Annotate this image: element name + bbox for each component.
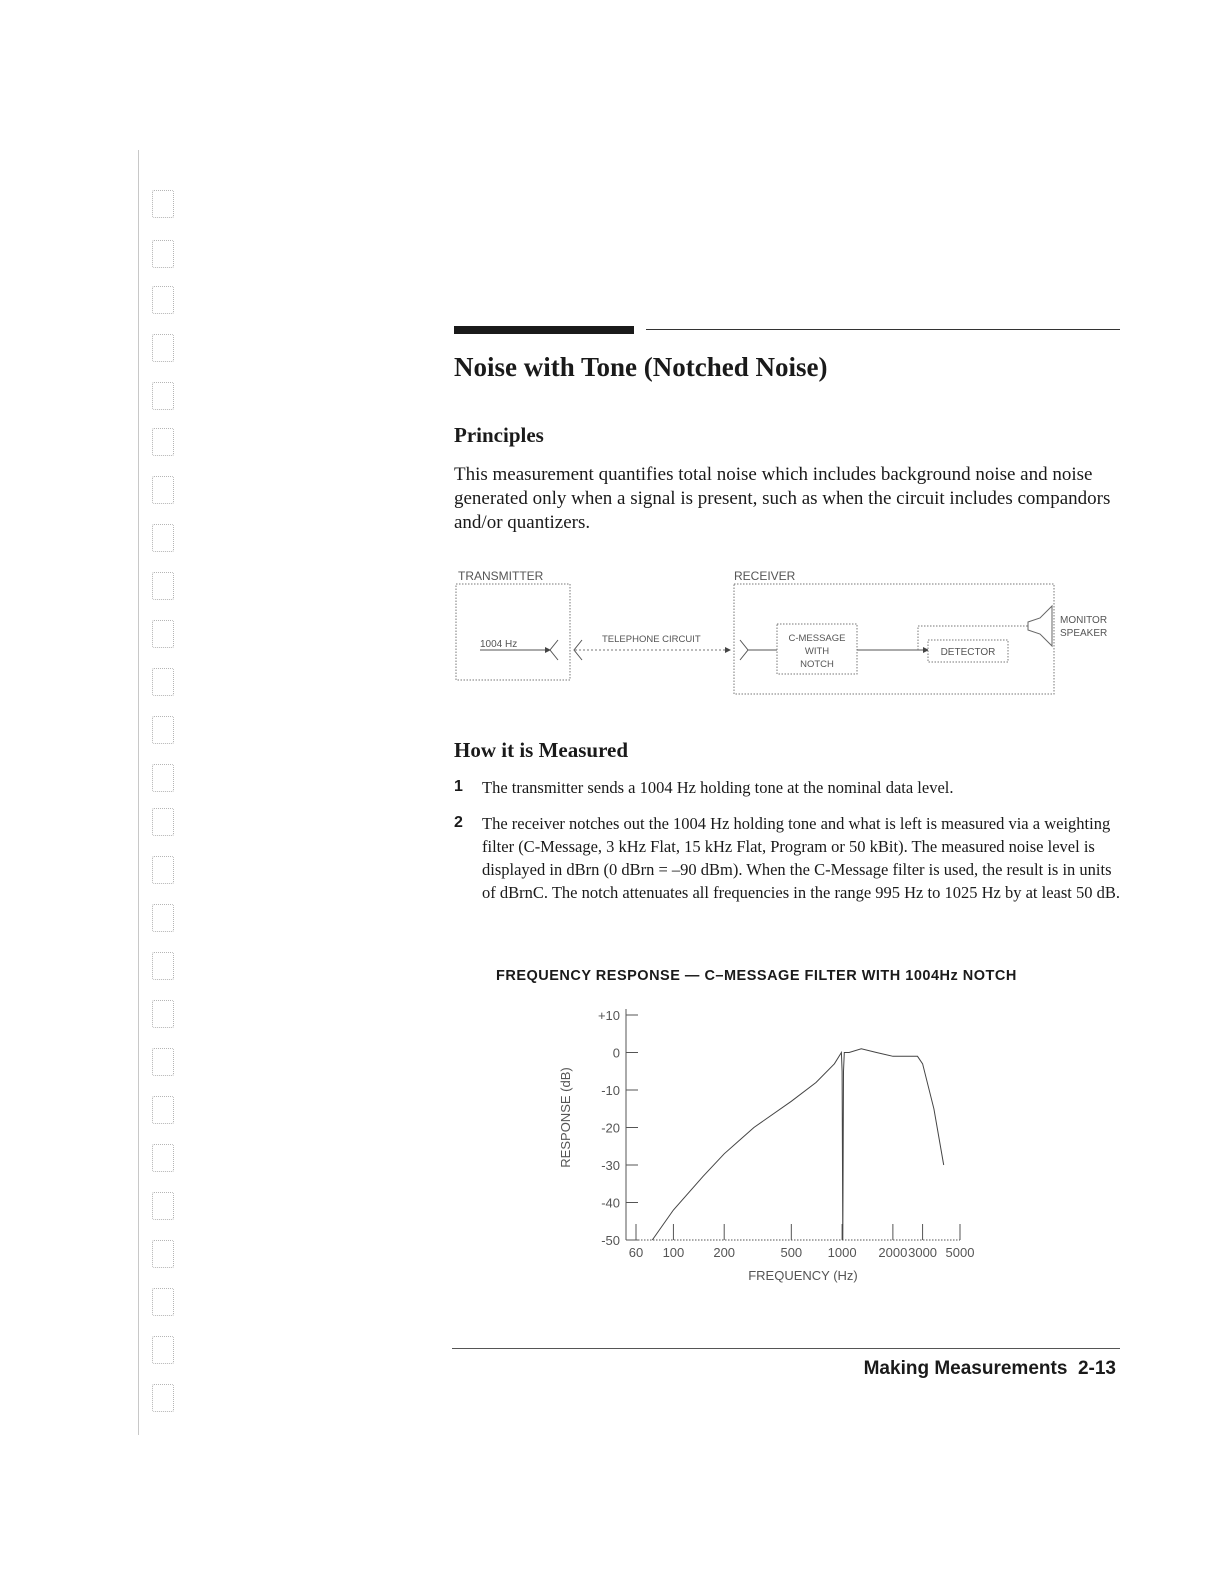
tx-output-connector <box>550 640 558 660</box>
transmitter-box <box>456 584 570 680</box>
detector-label: DETECTOR <box>940 647 996 658</box>
circuit-right-connector <box>740 640 748 660</box>
binder-hole <box>152 716 174 744</box>
binder-hole <box>152 190 174 218</box>
binder-hole <box>152 1336 174 1364</box>
x-tick-label: 500 <box>780 1245 803 1260</box>
y-axis-label: RESPONSE (dB) <box>558 1067 573 1168</box>
page-footer <box>864 1358 1116 1380</box>
binder-hole <box>152 286 174 314</box>
binder-hole <box>152 1384 174 1412</box>
x-tick-label: 100 <box>662 1245 685 1260</box>
binder-hole <box>152 620 174 648</box>
step-2-text: The receiver notches out the 1004 Hz holding tone and what is left is measured via a weighting filter (C-Message, 3 kHz Flat, 15 kHz Flat, Program or 50 kBit). The measured noise level is displayed in dBrn (0 dBrn = –90 dBm). When the C-Message filter is used, the result is in units of dBrnC. The notch attenuates all frequencies in the range 995 Hz to 1025 Hz by at least 50 dB. <box>482 814 1120 902</box>
step-1-number: 1 <box>454 778 463 795</box>
binder-hole <box>152 1048 174 1076</box>
tone-label: 1004 Hz <box>480 639 518 650</box>
principles-heading: Principles <box>454 423 544 447</box>
filter-label-2: WITH <box>804 646 830 657</box>
footer-rule <box>452 1348 1120 1349</box>
binder-hole <box>152 572 174 600</box>
binder-hole <box>152 1144 174 1172</box>
footer-chapter: Making Measurements <box>863 1358 1068 1379</box>
binder-hole <box>152 668 174 696</box>
page-title: Noise with Tone (Notched Noise) <box>454 352 828 382</box>
y-tick-label: -40 <box>601 1195 620 1211</box>
x-tick-label: 60 <box>628 1245 644 1260</box>
binder-hole <box>152 1000 174 1028</box>
binder-hole <box>152 240 174 268</box>
receiver-label: RECEIVER <box>734 569 796 583</box>
binder-hole <box>152 524 174 552</box>
y-tick-label: -30 <box>601 1158 620 1173</box>
binder-hole <box>152 1192 174 1220</box>
binder-hole <box>152 856 174 884</box>
speaker-label-2: SPEAKER <box>1060 628 1108 639</box>
x-axis-label: FREQUENCY (Hz) <box>748 1268 858 1283</box>
binder-hole <box>152 476 174 504</box>
x-tick-label: 5000 <box>945 1245 975 1260</box>
y-tick-label: -50 <box>601 1233 620 1248</box>
binder-hole <box>152 1288 174 1316</box>
x-tick-label: 1000 <box>827 1245 857 1260</box>
x-tick-label: 200 <box>713 1245 736 1260</box>
binder-margin-line <box>138 150 139 1435</box>
x-tick-label: 2000 <box>878 1245 908 1260</box>
binder-hole <box>152 904 174 932</box>
block-diagram <box>450 560 1130 710</box>
frequency-response-chart <box>540 995 1000 1295</box>
y-tick-label: +10 <box>597 1008 620 1023</box>
y-tick-label: -10 <box>601 1083 620 1098</box>
principles-text: This measurement quantifies total noise which includes background noise and noise generated only when a signal is present, such as when the circuit includes compandors and/or quantizers. <box>454 464 1111 533</box>
filter-label-1: C-MESSAGE <box>788 633 846 644</box>
x-tick-label: 3000 <box>908 1245 938 1260</box>
step-1-text: The transmitter sends a 1004 Hz holding tone at the nominal data level. <box>482 778 954 797</box>
circuit-label: TELEPHONE CIRCUIT <box>602 634 701 645</box>
section-rule-thin <box>646 329 1120 330</box>
transmitter-label: TRANSMITTER <box>458 569 544 583</box>
binder-hole <box>152 382 174 410</box>
binder-hole <box>152 808 174 836</box>
footer-page-number: 2-13 <box>1077 1358 1116 1379</box>
speaker-icon <box>1028 606 1052 646</box>
y-tick-label: 0 <box>612 1045 620 1061</box>
section-rule-thick <box>454 326 634 334</box>
binder-hole <box>152 1240 174 1268</box>
binder-hole <box>152 334 174 362</box>
step-2-number: 2 <box>454 814 463 831</box>
speaker-label-1: MONITOR <box>1060 615 1108 626</box>
chart-title: FREQUENCY RESPONSE — C–MESSAGE FILTER WITH 1004Hz NOTCH <box>496 968 1017 984</box>
binder-hole <box>152 952 174 980</box>
binder-hole <box>152 1096 174 1124</box>
filter-label-3: NOTCH <box>800 659 834 670</box>
y-tick-label: -20 <box>601 1120 620 1136</box>
binder-hole <box>152 764 174 792</box>
binder-hole <box>152 428 174 456</box>
response-curve <box>652 1049 943 1240</box>
how-measured-heading: How it is Measured <box>454 738 629 762</box>
